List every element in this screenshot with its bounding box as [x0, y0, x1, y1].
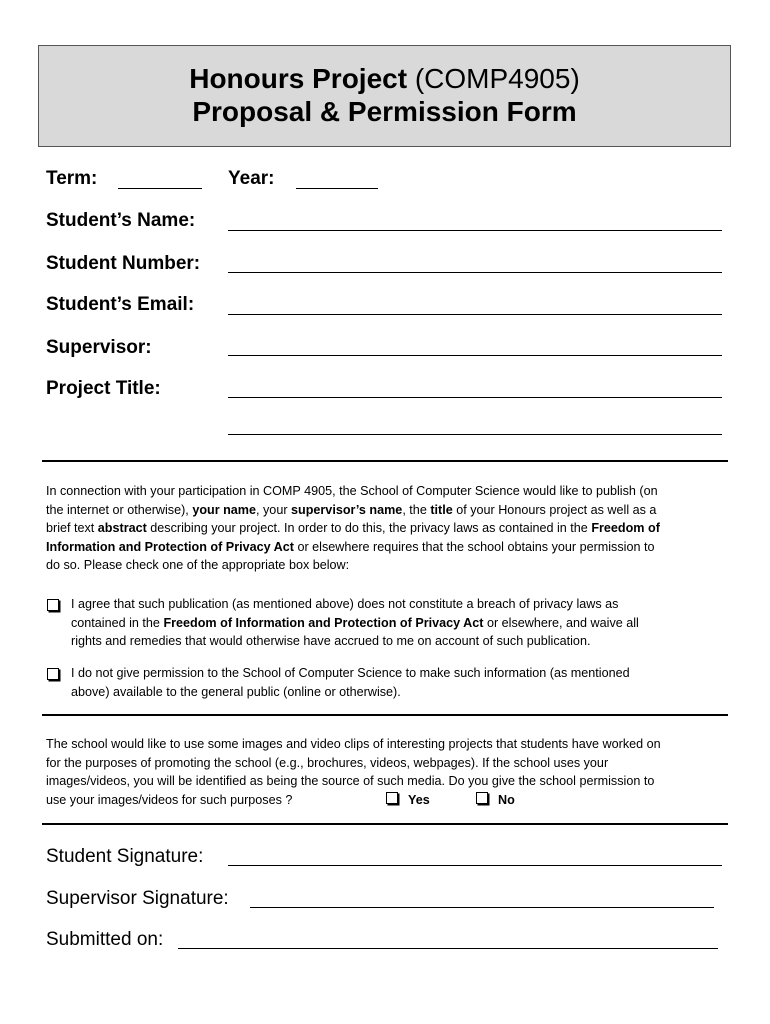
text: describing your project. In order to do this, the privacy laws as contained in the: [146, 521, 592, 536]
project-title-label: Project Title:: [46, 378, 161, 399]
submitted-on-label: Submitted on:: [46, 929, 164, 950]
media-yes-checkbox[interactable]: [386, 792, 398, 804]
option-line: I agree that such publication (as mentioned above) does not constitute a breach of privacy laws as: [71, 597, 619, 611]
year-field[interactable]: [296, 188, 378, 189]
section-divider: [42, 823, 728, 825]
agree-option-text: [71, 595, 731, 651]
student-name-label: Student’s Name:: [46, 210, 196, 231]
media-line: images/videos, you will be identified as being the source of such media. Do you give the school permission to: [46, 774, 655, 789]
term-field[interactable]: [118, 188, 202, 189]
student-name-field[interactable]: [228, 230, 722, 231]
media-line: for the purposes of promoting the school (e.g., brochures, videos, webpages). If the school uses your: [46, 755, 609, 770]
text-bold: Freedom of Information and Protection of Privacy Act: [163, 615, 484, 630]
year-label: Year:: [228, 168, 275, 189]
consent-line: [46, 538, 736, 557]
form-title: [39, 63, 730, 95]
text: or elsewhere requires that the school obtains your permission to: [293, 539, 655, 554]
text-bold: supervisor’s name: [291, 502, 403, 517]
text: contained in the: [71, 615, 164, 630]
section-divider: [42, 714, 728, 716]
consent-line: do so. Please check one of the appropriate box below:: [46, 558, 350, 573]
form-title-bold: Honours Project: [189, 63, 408, 94]
consent-line: [46, 519, 736, 538]
term-label: Term:: [46, 168, 98, 189]
form-subtitle: Proposal & Permission Form: [192, 96, 577, 127]
submitted-on-field[interactable]: [178, 948, 718, 949]
consent-line: [46, 501, 736, 520]
consent-paragraph: [46, 482, 736, 575]
supervisor-signature-label: Supervisor Signature:: [46, 888, 229, 909]
text: the internet or otherwise),: [46, 502, 193, 517]
option-line: rights and remedies that would otherwise have accrued to me on account of such publication.: [71, 634, 591, 649]
project-title-field-line2[interactable]: [228, 434, 722, 435]
decline-checkbox[interactable]: [47, 668, 59, 680]
decline-option-text: [71, 664, 731, 701]
student-number-label: Student Number:: [46, 253, 201, 274]
supervisor-signature-field[interactable]: [250, 907, 714, 908]
text-bold: Freedom of: [591, 521, 660, 536]
text: of your Honours project as well as a: [452, 502, 657, 517]
student-email-field[interactable]: [228, 314, 722, 315]
media-yes-label: Yes: [408, 793, 430, 807]
media-no-checkbox[interactable]: [476, 792, 488, 804]
media-line: The school would like to use some images and video clips of interesting projects that students have worked on: [46, 737, 661, 751]
text-bold: abstract: [97, 521, 147, 536]
section-divider: [42, 460, 728, 462]
option-line: I do not give permission to the School of Computer Science to make such information (as mentioned: [71, 666, 630, 680]
form-header: [38, 45, 731, 147]
text: or elsewhere, and waive all: [483, 615, 639, 630]
text: , your: [256, 502, 292, 517]
student-email-label: Student’s Email:: [46, 294, 195, 315]
text-bold: your name: [192, 502, 257, 517]
student-signature-label: Student Signature:: [46, 846, 204, 867]
supervisor-field[interactable]: [228, 355, 722, 356]
course-code: (COMP4905): [414, 63, 580, 94]
student-number-field[interactable]: [228, 272, 722, 273]
text-bold: title: [430, 502, 453, 517]
option-line: above) available to the general public (online or otherwise).: [71, 684, 401, 699]
text-bold: Information and Protection of Privacy Act: [46, 539, 294, 554]
media-line: use your images/videos for such purposes ?: [46, 792, 293, 807]
supervisor-label: Supervisor:: [46, 337, 152, 358]
option-line: [71, 614, 731, 633]
text: brief text: [46, 521, 98, 536]
consent-line: In connection with your participation in COMP 4905, the School of Computer Science would like to publish (on: [46, 484, 658, 498]
agree-checkbox[interactable]: [47, 599, 59, 611]
text: , the: [402, 502, 431, 517]
project-title-field[interactable]: [228, 397, 722, 398]
media-no-label: No: [498, 793, 515, 807]
student-signature-field[interactable]: [228, 865, 722, 866]
